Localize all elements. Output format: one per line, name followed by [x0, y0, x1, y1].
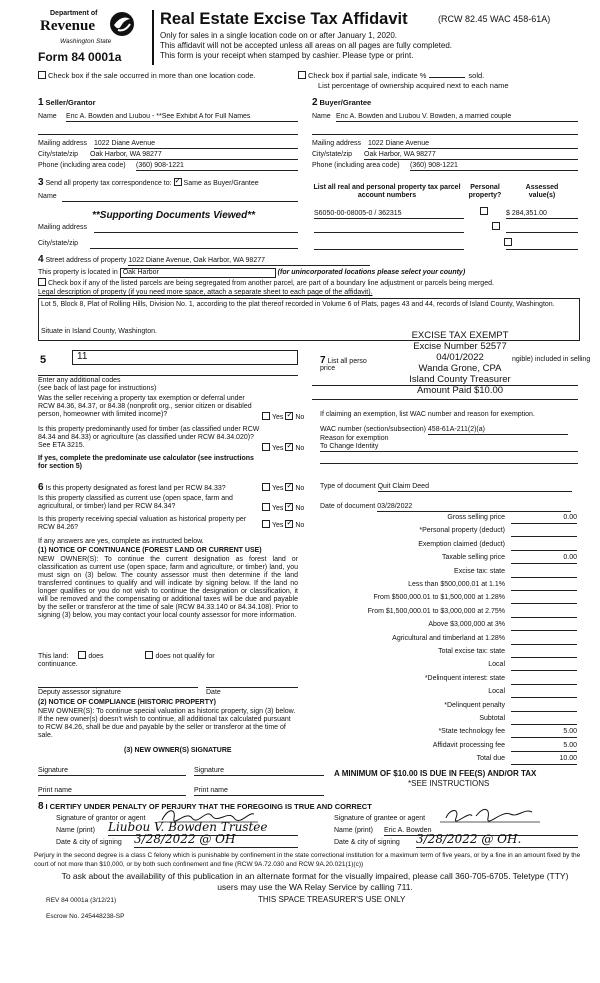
fee-value-field[interactable]: 5.00 [511, 728, 577, 738]
additional-codes-label: Enter any additional codes [38, 377, 121, 384]
assessed-field-2[interactable] [506, 231, 578, 233]
dept-line2: Revenue [40, 18, 95, 34]
section6-q1-row [38, 482, 226, 494]
buyer-mailing-field[interactable]: 1022 Diane Avenue [368, 140, 578, 149]
header-divider [152, 10, 154, 65]
form-number: Form 84 0001a [38, 50, 122, 64]
seller-heading-label: Seller/Grantor [45, 98, 96, 107]
fee-label: Local [488, 661, 505, 669]
land-row [38, 652, 215, 661]
stamp-line4: Wanda Grone, CPA [418, 363, 502, 374]
intro-line2: This affidavit will not be accepted unless all areas on all pages are fully completed. [160, 41, 453, 50]
fee-row [330, 554, 577, 565]
fee-label: Gross selling price [447, 514, 505, 521]
section3-city-label: City/state/zip [38, 240, 79, 247]
fee-value-field[interactable] [511, 621, 577, 631]
alternate-format-notice: To ask about the availability of this publication in an alternate format for the visually impaired, please call 360-705-6705. Teletype (TTY) users may use the WA Relay Service by calling 711. [61, 871, 569, 892]
same-as-buyer-checkbox[interactable] [174, 178, 182, 186]
personal-col-header: Personal property? [468, 184, 502, 200]
section3-name-row [38, 193, 298, 201]
partial-sale-checkbox[interactable] [298, 72, 484, 81]
fee-label: Less than $500,000.01 at 1.1% [408, 581, 505, 588]
seller-mailing-row [38, 140, 298, 148]
grantor-name-field[interactable]: Liubou V. Bowden Trustee [108, 821, 298, 836]
grantee-name-label: Name (print) [334, 827, 373, 834]
grantor-name-label: Name (print) [56, 827, 95, 834]
q2-no: No [295, 444, 305, 452]
buyer-heading [312, 97, 371, 109]
same-as-buyer-label: Same as Buyer/Grantee [183, 180, 259, 187]
does-not-checkbox[interactable] [145, 651, 153, 659]
buyer-mailing-label: Mailing address [312, 140, 362, 147]
grantor-date-field[interactable]: 3/28/2022 @ OH [134, 833, 298, 848]
land-label: This land: [38, 652, 69, 660]
fee-row [330, 648, 577, 659]
section3-city-field[interactable] [90, 240, 298, 249]
fee-row [330, 661, 577, 672]
buyer-phone-field[interactable]: (360) 908-1221 [410, 162, 578, 171]
buyer-phone-label: Phone (including area code) [312, 162, 400, 169]
assessed-field-1[interactable]: $ 284,351.00 [506, 210, 578, 219]
personal-checkbox-2[interactable] [492, 222, 500, 230]
seller-city-field[interactable]: Oak Harbor, WA 98277 [90, 151, 298, 160]
grantee-date-label: Date & city of signing [334, 839, 400, 846]
does-label: does [88, 652, 104, 660]
s6-q1-no: No [295, 484, 305, 492]
parcel-field-3[interactable] [314, 248, 464, 250]
fee-label: *State technology fee [438, 728, 505, 736]
fee-label: *Personal property (deduct) [419, 527, 505, 535]
q2-yes-checkbox[interactable] [262, 443, 270, 451]
section3-city-row [38, 240, 298, 248]
buyer-name-field[interactable]: Eric A. Bowden and Liubou V. Bowden, a married couple [336, 113, 578, 122]
reason-field[interactable]: To Change Identity [320, 443, 578, 452]
reason-line2[interactable] [320, 462, 578, 464]
form-title: Real Estate Excise Tax Affidavit [160, 10, 408, 28]
fee-value-field[interactable] [511, 594, 577, 604]
fee-value-field[interactable] [511, 527, 577, 537]
fee-value-field[interactable] [511, 568, 577, 578]
buyer-name-label: Name [312, 113, 331, 120]
fee-value-field[interactable]: 5.00 [511, 742, 577, 752]
fee-value-field[interactable] [511, 581, 577, 591]
doc-date-row [320, 503, 571, 512]
fee-label: From $500,000.01 to $1,500,000 at 1.28% [373, 594, 505, 602]
certify-text: I CERTIFY UNDER PENALTY OF PERJURY THAT THE FOREGOING IS TRUE AND CORRECT [45, 802, 372, 811]
section7-text2: price [320, 365, 336, 372]
buyer-num: 2 [312, 97, 318, 108]
q1-yes: Yes [272, 413, 284, 421]
s6-q1-yes-checkbox[interactable] [262, 483, 270, 491]
grantee-signature-icon[interactable] [440, 804, 540, 824]
fee-row [330, 755, 577, 766]
owner-print-label1: Print name [38, 787, 72, 794]
notice2-text: NEW OWNER(S): To continue special valuation as historic property, sign (3) below. If the new owner(s) doesn't wish to continue, all additional tax calculated pursuant to RCW 84.26, shall be due and payable by the seller or transferor at the time of sale. [38, 708, 296, 740]
legal-label: Legal description of property (if you need more space, attach a separate sheet to each page of the affidavit). [38, 289, 373, 296]
parcel-field-1[interactable]: S6050-00-08005-0 / 362315 [314, 210, 464, 219]
s6-q3-no: No [295, 521, 305, 529]
seller-name-line2[interactable] [38, 133, 298, 135]
wac-row [320, 426, 568, 435]
location-code-field[interactable]: 11 [72, 350, 298, 365]
fee-row [330, 541, 577, 552]
legal-line2: Situate in Island County, Washington. [41, 328, 157, 335]
q2-no-checkbox[interactable] [285, 443, 293, 451]
section5-q2: Is this property predominantly used for timber (as classified under RCW 84.34 and 84.33) or agriculture (as classified under RCW 84.34.020)? See ETA 3215. [38, 426, 260, 450]
fee-value-field[interactable] [511, 661, 577, 671]
doc-type-label: Type of document [320, 483, 376, 490]
buyer-city-row [312, 151, 578, 159]
fee-label: Total due [476, 755, 505, 763]
notice1-title: (1) NOTICE OF CONTINUANCE (FOREST LAND OR CURRENT USE) [38, 547, 262, 554]
buyer-heading-label: Buyer/Grantee [319, 98, 372, 107]
fee-row [330, 594, 577, 605]
stamp-line3: 04/01/2022 [436, 352, 484, 363]
fee-label: Agricultural and timberland at 1.28% [392, 634, 505, 642]
fee-row [330, 728, 577, 739]
s6-q2-no-checkbox[interactable] [285, 503, 293, 511]
assessed-col-header: Assessed value(s) [525, 184, 559, 200]
dept-line1: Department of [50, 10, 98, 17]
sold-label: sold. [468, 71, 485, 80]
section6-num: 6 [38, 482, 44, 493]
section5-num: 5 [40, 354, 47, 366]
buyer-city-field[interactable]: Oak Harbor, WA 98277 [364, 151, 578, 160]
notice3-title: (3) NEW OWNER(S) SIGNATURE [124, 747, 232, 754]
wac-field[interactable]: 458-61A-211(2)(a) [428, 426, 568, 435]
washington-logo-icon [108, 10, 136, 38]
doc-date-field[interactable]: 03/28/2022 [377, 503, 571, 512]
checkbox-icon [38, 278, 46, 286]
located-row [38, 268, 465, 278]
fee-label: Taxable selling price [441, 554, 505, 562]
s6-q3-yes: Yes [272, 521, 284, 529]
grantor-date-label: Date & city of signing [56, 839, 122, 846]
multi-location-checkbox[interactable] [38, 72, 256, 81]
personal-checkbox-1[interactable] [480, 207, 488, 215]
buyer-phone-row [312, 162, 578, 170]
fee-row [330, 568, 577, 579]
fee-label: *Delinquent penalty [444, 701, 505, 709]
located-label: This property is located in [38, 269, 118, 276]
section3-mailing-row [38, 224, 298, 232]
stamp-line2: Excise Number 52577 [413, 341, 507, 352]
located-select[interactable]: Oak Harbor [120, 268, 276, 278]
s6-q3-no-checkbox[interactable] [285, 520, 293, 528]
stamp-line5: Island County Treasurer [409, 374, 511, 385]
q1-answers [262, 413, 304, 422]
q1-yes-checkbox[interactable] [262, 412, 270, 420]
fee-value-field[interactable] [511, 702, 577, 712]
dor-logo [36, 8, 140, 45]
buyer-city-label: City/state/zip [312, 151, 353, 158]
deputy-sig-line[interactable] [38, 686, 198, 688]
segregated-label: Check box if any of the listed parcels are being segregated from another parcel, are part of a boundary line adjustment or parcels being merged. [48, 279, 494, 287]
fee-row [330, 527, 577, 538]
section6-q2: Is this property classified as current use (open space, farm and agricultural, or timber) land per RCW 84.34? [38, 495, 233, 511]
see-instructions-note: *SEE INSTRUCTIONS [408, 779, 490, 788]
multi-location-label: Check box if the sale occurred in more than one location code. [48, 71, 256, 80]
section7-text1: List all perso [327, 358, 367, 365]
personal-property-line2[interactable] [312, 398, 578, 400]
fee-row [330, 514, 577, 525]
fee-label: Excise tax: state [454, 567, 505, 575]
legal-line1: Lot 5, Block 8, Plat of Rolling Hills, Division No. 1, according to the plat thereof recorded in Volume 6 of Plats, pages 43 and 44, records of Island County, Washington. [41, 301, 555, 308]
q1-no: No [295, 413, 305, 421]
seller-mailing-label: Mailing address [38, 140, 88, 147]
checkbox-icon [298, 71, 306, 79]
reason-label: Reason for exemption [320, 435, 389, 442]
personal-property-line1[interactable] [312, 384, 578, 386]
seller-phone-field[interactable]: (360) 908-1221 [136, 162, 298, 171]
grantor-sig-label: Signature of grantor or agent [56, 815, 146, 822]
fee-value-field[interactable] [511, 715, 577, 725]
form-citation: (RCW 82.45 WAC 458-61A) [438, 14, 551, 24]
notice2-title: (2) NOTICE OF COMPLIANCE (HISTORIC PROPERTY) [38, 699, 216, 706]
buyer-name-line2[interactable] [312, 133, 578, 135]
s6-q3-answers [262, 521, 304, 530]
dept-line3: Washington State [60, 38, 112, 45]
section3-name-field[interactable] [62, 193, 298, 202]
notice1-text: NEW OWNER(S): To continue the current designation as forest land or classification as current use (open space, farm and agriculture, or timber) land, you must sign on (3) below. The county assessor must then determine if the land transferred continues to qualify and will indicate by signing below. If the land no longer qualifies or you do not wish to continue the designation or classification, it will be removed and the compensating or additional taxes will be due and payable by the seller or transferor at the time of sale (RCW 84.33.140 or 84.34.108). Prior to signing (3) below, you may contact your local county assessor for more information. [38, 556, 298, 620]
owner-sig-label2: Signature [194, 767, 224, 774]
fee-label: Total excise tax: state [438, 648, 505, 655]
intro-line1: Only for sales in a single location code on or after January 1, 2020. [160, 31, 398, 40]
seller-name-label: Name [38, 113, 57, 120]
treasurer-space-label: THIS SPACE TREASURER'S USE ONLY [258, 895, 406, 904]
personal-checkbox-3[interactable] [504, 238, 512, 246]
fee-value-field[interactable]: 0.00 [511, 554, 577, 564]
section3-text: Send all property tax correspondence to: [45, 180, 172, 187]
seller-city-row [38, 151, 298, 159]
fee-row [330, 715, 577, 726]
fee-label: Above $3,000,000 at 3% [428, 621, 505, 629]
section3-heading [38, 177, 259, 189]
assessed-field-3[interactable] [506, 248, 578, 250]
see-back-label: (see back of last page for instructions) [38, 385, 157, 392]
fee-row [330, 608, 577, 619]
does-checkbox[interactable] [78, 651, 86, 659]
fee-label: *Delinquent interest: state [424, 674, 505, 682]
fee-label: Local [488, 688, 505, 696]
section6-q3: Is this property receiving special valuation as historical property per RCW 84.26? [38, 516, 247, 532]
s6-q1-answers [262, 484, 304, 493]
fee-label: Subtotal [479, 715, 505, 722]
section8-num: 8 [38, 801, 44, 812]
street-field[interactable]: 1022 Diane Avenue, Oak Harbor, WA 98277 [128, 257, 370, 266]
seller-name-field[interactable]: Eric A. Bowden and Liubou - **See Exhibit A for Full Names [66, 113, 298, 122]
buyer-name-row [312, 113, 578, 121]
grantee-name-field[interactable]: Eric A. Bowden [384, 827, 578, 836]
minimum-fee-note: A MINIMUM OF $10.00 IS DUE IN FEE(S) AND/OR TAX [334, 769, 537, 778]
stamp-line1: EXCISE TAX EXEMPT [411, 330, 509, 341]
doc-type-field[interactable]: Quit Claim Deed [378, 483, 572, 492]
grantor-name-row [56, 827, 95, 835]
fee-row [330, 621, 577, 632]
owner-print-label2: Print name [194, 787, 228, 794]
fee-value-field[interactable] [511, 675, 577, 685]
intro-line3: This form is your receipt when stamped by cashier. Please type or print. [160, 51, 414, 60]
parcel-col-header: List all real and personal property tax parcel account numbers [313, 184, 461, 200]
s6-q2-no: No [295, 504, 305, 512]
fee-row [330, 742, 577, 753]
perjury-notice: Perjury in the second degree is a class C felony which is punishable by confinement in the state correctional institution for a maximum term of five years, or by a fine in an amount fixed by the court of not more than $10,000, or by both such confinement and fine (RCW 9A.72.030 and RCW 9A.20.021(1)(c)) [34, 852, 581, 868]
grantee-date-field[interactable]: 3/28/2022 @ OH. [416, 833, 578, 848]
parcel-field-2[interactable] [314, 231, 464, 233]
partial-note: List percentage of ownership acquired next to each name [318, 81, 509, 90]
located-note: (for unincorporated locations please select your county) [277, 269, 466, 276]
section5-q1: Was the seller receiving a property tax exemption or deferral under RCW 84.36, 84.37, or 84.38 (nonprofit org., senior citizen or disabled person, homeowner with limited income)? [38, 395, 252, 419]
seller-phone-label: Phone (including area code) [38, 162, 126, 169]
s6-q1-yes: Yes [272, 484, 284, 492]
escrow-number: Escrow No. 245448238-SP [46, 913, 125, 920]
deputy-date-label: Date [206, 689, 221, 696]
grantor-date-row [56, 839, 122, 847]
section6-ans: If any answers are yes, complete as instructed below. [38, 538, 204, 545]
fee-label: Exemption claimed (deduct) [418, 540, 505, 548]
fee-row [330, 675, 577, 686]
fee-value-field[interactable] [511, 635, 577, 645]
fee-value-field[interactable] [511, 608, 577, 618]
fee-value-field[interactable] [511, 541, 577, 551]
fee-label: From $1,500,000.01 to $3,000,000 at 2.75% [367, 607, 505, 615]
seller-name-row [38, 113, 298, 121]
deputy-date-line[interactable] [206, 686, 298, 688]
fee-value-field[interactable] [511, 688, 577, 698]
grantee-sig-label: Signature of grantee or agent [334, 815, 426, 822]
doc-date-label: Date of document [320, 503, 376, 510]
does-not-label: does not qualify for [155, 652, 215, 660]
section6-q1: Is this property designated as forest land per RCW 84.33? [45, 485, 226, 492]
doc-type-row [320, 483, 572, 492]
fee-value-field[interactable]: 10.00 [511, 755, 577, 765]
q2-yes: Yes [272, 444, 284, 452]
wac-label: WAC number (section/subsection) [320, 426, 426, 433]
fee-value-field[interactable]: 0.00 [511, 514, 577, 524]
seller-mailing-field[interactable]: 1022 Diane Avenue [94, 140, 298, 149]
fee-row [330, 702, 577, 713]
deputy-label: Deputy assessor signature [38, 689, 121, 696]
seller-city-label: City/state/zip [38, 151, 79, 158]
owner-sig-label1: Signature [38, 767, 68, 774]
fee-row [330, 581, 577, 592]
fee-label: Affidavit processing fee [432, 741, 505, 749]
section3-num: 3 [38, 177, 44, 188]
fee-row [330, 688, 577, 699]
buyer-mailing-row [312, 140, 578, 148]
additional-codes-line[interactable] [38, 374, 298, 376]
s6-q3-yes-checkbox[interactable] [262, 520, 270, 528]
s6-q2-yes: Yes [272, 504, 284, 512]
q2-answers [262, 444, 304, 453]
supporting-docs-stamp: **Supporting Documents Viewed** [92, 210, 255, 221]
s6-q2-yes-checkbox[interactable] [262, 503, 270, 511]
stamp-line6: Amount Paid $10.00 [416, 385, 504, 396]
section4-num: 4 [38, 254, 44, 265]
s6-q1-no-checkbox[interactable] [285, 483, 293, 491]
rev-number: REV 84 0001a (3/12/21) [46, 897, 117, 904]
section5-q2b: If yes, complete the predominate use calculator (see instructions for section 5) [38, 455, 254, 471]
section3-name-label: Name [38, 193, 57, 200]
section3-mailing-field[interactable] [94, 224, 298, 233]
segregated-checkbox-row[interactable] [38, 279, 494, 288]
seller-num: 1 [38, 97, 44, 108]
section4-street-row [38, 254, 370, 266]
street-label: Street address of property [45, 257, 127, 264]
section3-mailing-label: Mailing address [38, 224, 88, 231]
section7-num: 7 [320, 355, 326, 366]
fee-row [330, 635, 577, 646]
exemption-label: If claiming an exemption, list WAC number and reason for exemption. [320, 411, 535, 418]
s6-q2-answers [262, 504, 304, 513]
fee-value-field[interactable] [511, 648, 577, 658]
section7-text3: ngible) included in selling [512, 356, 591, 363]
checkbox-icon [38, 71, 46, 79]
seller-phone-row [38, 162, 298, 170]
partial-sale-label: Check box if partial sale, indicate % [308, 71, 427, 80]
seller-heading [38, 97, 96, 109]
q1-no-checkbox[interactable] [285, 412, 293, 420]
continuance-label: continuance. [38, 661, 78, 668]
